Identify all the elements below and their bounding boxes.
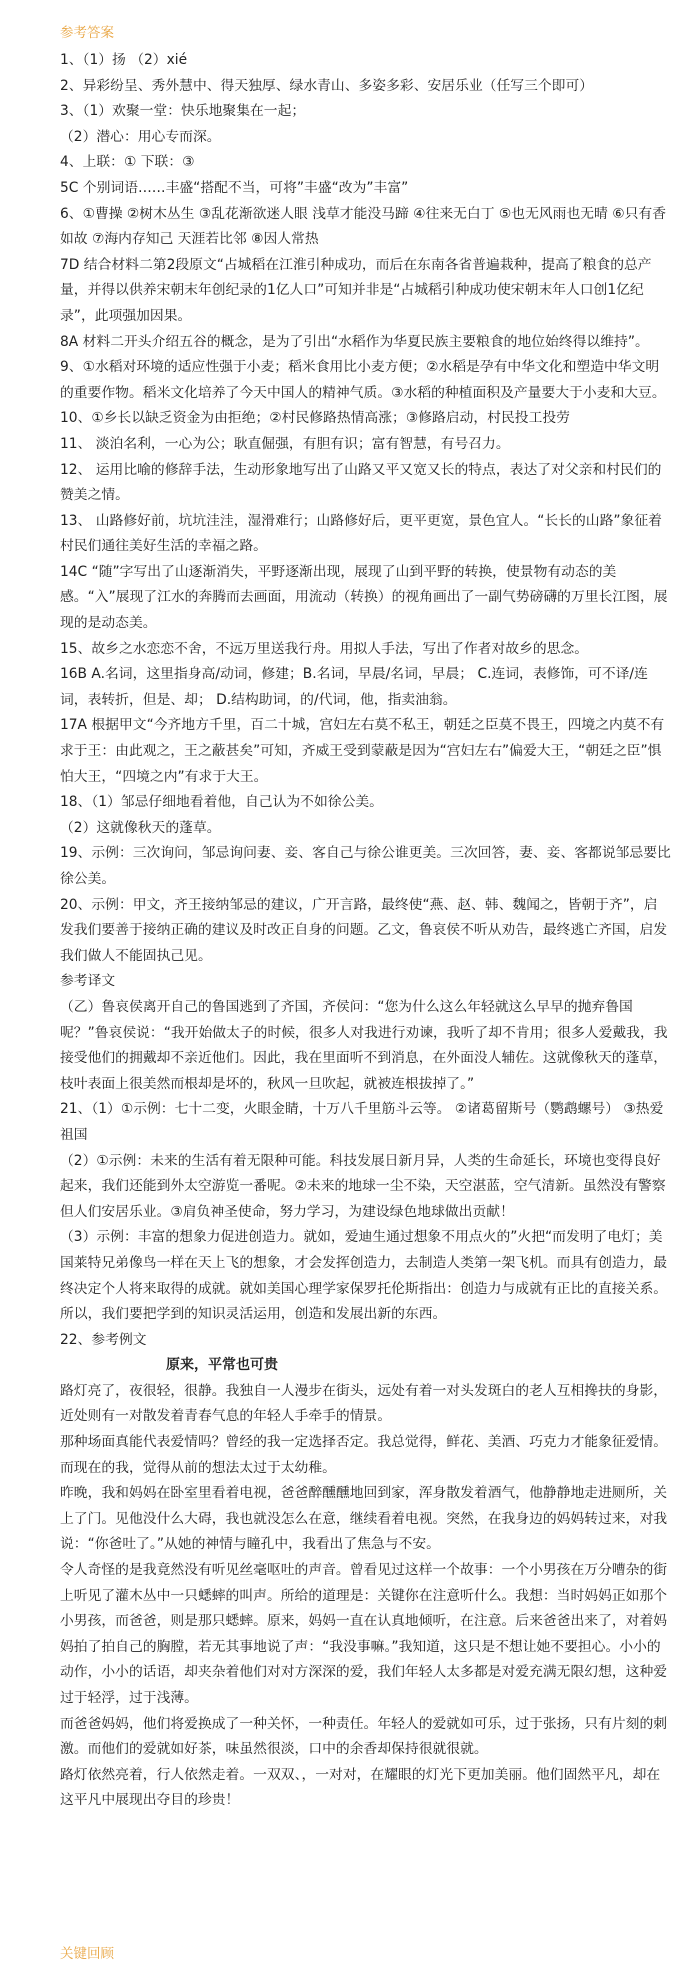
answer-line: 4、上联：① 下联：③	[60, 154, 195, 171]
answer-line: 18、（1）邹忌仔细地看着他，自己认为不如徐公美。	[60, 794, 383, 811]
answer-line: （2）这就像秋天的蓬草。	[60, 819, 221, 836]
essay-paragraph: 令人奇怪的是我竟然没有听见丝毫呕吐的声音。曾看见过这样一个故事：一个小男孩在万分嘈杂的街上听见了灌木丛中一只蟋蟀的叫声。所给的道理是：关键你在注意听什么。我想：当时妈妈正如那个小男孩，而爸爸，则是那只蟋蟀。原来，妈妈一直在认真地倾听，在注意。后来爸爸出来了，对着妈妈拍了拍自己的胸膛，若无其事地说了声：“我没事嘛。”我知道，这只是不想让她不要担心。小小的动作，小小的话语，却夹杂着他们对对方深深的爱，我们年轻人太多都是对爱充满无限幻想，这种爱过于轻浮，过于浅薄。	[60, 1562, 668, 1706]
answer-line: （2）①示例：未来的生活有着无限种可能。科技发展日新月异，人类的生命延长，环境也变得良好起来，我们还能到外太空游览一番呢。②未来的地球一尘不染，天空湛蓝，空气清新。虽然没有警察但人们安居乐业。③肩负神圣使命，努力学习，为建设绿色地球做出贡献！	[60, 1152, 666, 1220]
essay-paragraph: 路灯亮了，夜很轻，很静。我独自一人漫步在街头，远处有着一对头发斑白的老人互相搀扶的身影，近处则有一对散发着青春气息的年轻人手牵手的情景。	[60, 1382, 668, 1425]
essay-section-label: 22、参考例文	[60, 1331, 147, 1348]
answer-line: 11、 淡泊名利，一心为公；耿直倔强，有胆有识；富有智慧，有号召力。	[60, 435, 510, 452]
answer-line: 9、①水稻对环境的适应性强于小麦；稻米食用比小麦方便；②水稻是孕有中华文化和塑造中华文明的重要作物。稻米文化培养了今天中国人的精神气质。③水稻的种植面积及产量要大于小麦和大豆。	[60, 359, 666, 401]
answer-line: 2、异彩纷呈、秀外慧中、得天独厚、绿水青山、多姿多彩、安居乐业（任写三个即可）	[60, 77, 594, 94]
essay-paragraph: 那种场面真能代表爱情吗？曾经的我一定选择否定。我总觉得，鲜花、美酒、巧克力才能象征爱情。而现在的我，觉得从前的想法太过于太幼稚。	[60, 1434, 668, 1476]
answer-line: 19、示例：三次询问，邹忌询问妻、妾、客自己与徐公谁更美。三次回答，妻、妾、客都说邹忌要比徐公美。	[60, 845, 671, 887]
answer-line: 6、①曹操 ②树木丛生 ③乱花渐欲迷人眼 浅草才能没马蹄 ④往来无白丁 ⑤也无风雨也无晴 ⑥只有香如故 ⑦海内存知己 天涯若比邻 ⑧因人常热	[60, 205, 666, 248]
answer-line: （3）示例：丰富的想象力促进创造力。就如，爱迪生通过想象不用点火的”火把“而发明了电灯；美国莱特兄弟像鸟一样在天上飞的想象，才会发挥创造力，去制造人类第一架飞机。而具有创造力，最终决定个人将来取得的成就。就如美国心理学家保罗托伦斯指出：创造力与成就有正比的直接关系。所以，我们要把学到的知识灵活运用，创造和发展出新的东西。	[60, 1229, 668, 1323]
answer-line: 15、故乡之水恋恋不舍，不远万里送我行舟。用拟人手法，写出了作者对故乡的思念。	[60, 640, 589, 657]
answer-line: 10、①乡长以缺乏资金为由拒绝；②村民修路热情高涨；③修路启动，村民投工投劳	[60, 410, 570, 427]
answer-line: 16B A.名词，这里指身高/动词，修建；B.名词，早晨/名词，早晨； C.连词，表修饰，可不译/连词，表转折，但是、却； D.结构助词，的/代词，他，指卖油翁。	[60, 666, 648, 708]
essay-paragraph: 路灯依然亮着，行人依然走着。一双双、，一对对，在耀眼的灯光下更加美丽。他们固然平凡，却在这平凡中展现出夺目的珍贵！	[60, 1766, 661, 1809]
essay-paragraph: 而爸爸妈妈，他们将爱换成了一种关怀，一种责任。年轻人的爱就如可乐，过于张扬，只有片刻的刺激。而他们的爱就如好茶，味虽然很淡，口中的余香却保持很就很就。	[60, 1715, 668, 1758]
answer-line: 21、（1）①示例：七十二变，火眼金睛，十万八千里筋斗云等。 ②诸葛留斯号（鹦鹉螺号） ③热爱祖国	[60, 1101, 664, 1143]
answer-line: 1、（1）扬 （2）xié	[60, 52, 188, 68]
essay-paragraph: 昨晚，我和妈妈在卧室里看着电视，爸爸醉醺醺地回到家，浑身散发着酒气，他静静地走进厕所，关上了门。见他没什么大碍，我也就没怎么在意，继续看着电视。突然，在我身边的妈妈转过来，对我说：“你爸吐了。”从她的神情与瞳孔中，我看出了焦急与不安。	[60, 1485, 668, 1553]
answer-line: 3、（1）欢聚一堂：快乐地聚集在一起；	[60, 103, 306, 120]
answer-heading: 参考答案	[60, 25, 114, 41]
answer-line: 7D 结合材料二第2段原文“占城稻在江淮引种成功，而后在东南各省普遍栽种，提高了粮食的总产量，并得以供养宋朝末年创纪录的1亿人口”可知并非是“占城稻引种成功使宋朝末年人口创1亿纪录”，此项强加因果。	[60, 256, 652, 324]
answer-line: 13、 山路修好前，坑坑洼洼，湿滑难行；山路修好后，更平更宽，景色宜人。“长长的山路”象征着村民们通往美好生活的幸福之路。	[60, 512, 662, 555]
answer-line: 12、 运用比喻的修辞手法，生动形象地写出了山路又平又宽又长的特点，表达了对父亲和村民们的赞美之情。	[60, 461, 662, 504]
answer-line: 5C 个别词语……丰盛“搭配不当，可将”丰盛“改为”丰富”	[60, 179, 409, 196]
answer-line: 20、示例：甲文，齐王接纳邹忌的建议，广开言路，最终使“燕、赵、韩、魏闻之，皆朝于齐”，启发我们要善于接纳正确的建议及时改正自身的问题。乙文，鲁哀侯不听从劝告，最终逃亡齐国，启发我们做人不能固执己见。	[60, 896, 668, 964]
answer-line: 14C “随”字写出了山逐渐消失，平野逐渐出现，展现了山到平野的转换，使景物有动态的美感。“入”展现了江水的奔腾而去画面，用流动（转换）的视角画出了一副气势磅礴的万里长江图，展现的是动态美。	[60, 563, 668, 632]
essay-title: 原来，平常也可贵	[166, 1357, 278, 1374]
answer-line: 17A 根据甲文“今齐地方千里，百二十城，宫妇左右莫不私王，朝廷之臣莫不畏王，四境之内莫不有求于王：由此观之，王之蔽甚矣”可知，齐威王受到蒙蔽是因为“宫妇左右”偏爱大王，“朝廷之臣”惧怕大王，“四境之内”有求于大王。	[60, 717, 665, 785]
translation-paragraph: （乙）鲁哀侯离开自己的鲁国逃到了齐国，齐侯问：“您为什么这么年轻就这么早早的抛弃鲁国呢？”鲁哀侯说：“我开始做太子的时候，很多人对我进行劝谏，我听了却不肯用；很多人爱戴我，我接受他们的拥戴却不亲近他们。因此，我在里面听不到消息，在外面没人辅佐。这就像秋天的蓬草，枝叶表面上很美然而根却是坏的，秋风一旦吹起，就被连根拔掉了。”	[60, 998, 668, 1092]
translation-heading: 参考译文	[60, 973, 116, 990]
answer-line: （2）潜心：用心专而深。	[60, 128, 221, 145]
bottom-section-heading: 关键回顾	[60, 1946, 114, 1962]
answer-line: 8A 材料二开头介绍五谷的概念，是为了引出“水稻作为华夏民族主要粮食的地位始终得以维持”。	[60, 333, 649, 350]
